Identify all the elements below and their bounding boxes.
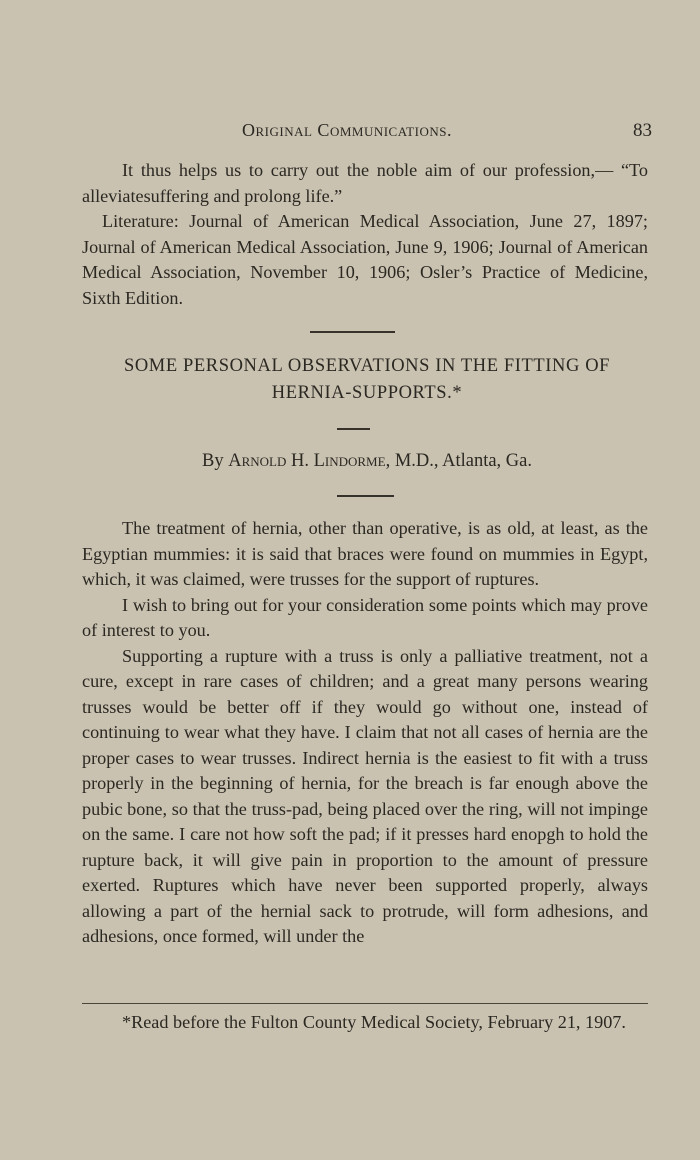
section-divider (310, 331, 395, 333)
body-paragraph: The treatment of hernia, other than operative, is as old, at least, as the Egyptian mummies: it is said that braces were found on mummies in Egypt, which, it was claimed, were trusses for the support of ruptures. (82, 518, 648, 589)
article-body (82, 516, 648, 950)
title-divider (337, 428, 370, 430)
byline (82, 451, 652, 472)
byline-suffix: , M.D., Atlanta, Ga. (385, 451, 532, 471)
footnote-rule (82, 1003, 648, 1004)
author-name: Arnold H. Lindorme (228, 451, 386, 471)
running-title: Original Communications. (242, 120, 452, 140)
body-paragraph: I wish to bring out for your consideration some points which may prove of interest to you. (82, 594, 648, 640)
byline-prefix: By (202, 451, 224, 471)
article-title-line-1: SOME PERSONAL OBSERVATIONS IN THE FITTING OF (123, 356, 611, 376)
footnote: *Read before the Fulton County Medical Society, February 21, 1907. (122, 1012, 626, 1032)
body-paragraph: Supporting a rupture with a truss is only a palliative treatment, not a cure, except in rare cases of children; and a great many persons wearing trusses would be better off if they would go without one, instead of continuing to wear what they have. I claim that not all cases of hernia are the proper cases to wear trusses. Indirect hernia is the easiest to fit with a truss properly in the beginning of hernia, for the breach is far enough above the pubic bone, so that the truss-pad, being placed over the ring, will not impinge on the same. I care not how soft the pad; if it presses hard enopgh to hold the rupture back, it will give pain in proportion to the amount of pressure exerted. Ruptures which have never been supported properly, always allowing a part of the hernial sack to protrude, will form adhesions, and adhesions, once formed, will under the (82, 645, 648, 946)
page-header (82, 120, 652, 146)
closing-paragraph: It thus helps us to carry out the noble aim of our profession,— “To alleviatesuffering and prolong life.” (82, 160, 648, 206)
page-number: 83 (633, 120, 652, 141)
byline-divider (337, 495, 394, 497)
literature-references: Literature: Journal of American Medical Association, June 27, 1897; Journal of American Medical Association, June 9, 1906; Journal of American Medical Association, November 10, 1906; Osler’s Practice of Medicine, Sixth Edition. (82, 211, 648, 308)
article-title-line-2: HERNIA-SUPPORTS.* (271, 383, 463, 403)
